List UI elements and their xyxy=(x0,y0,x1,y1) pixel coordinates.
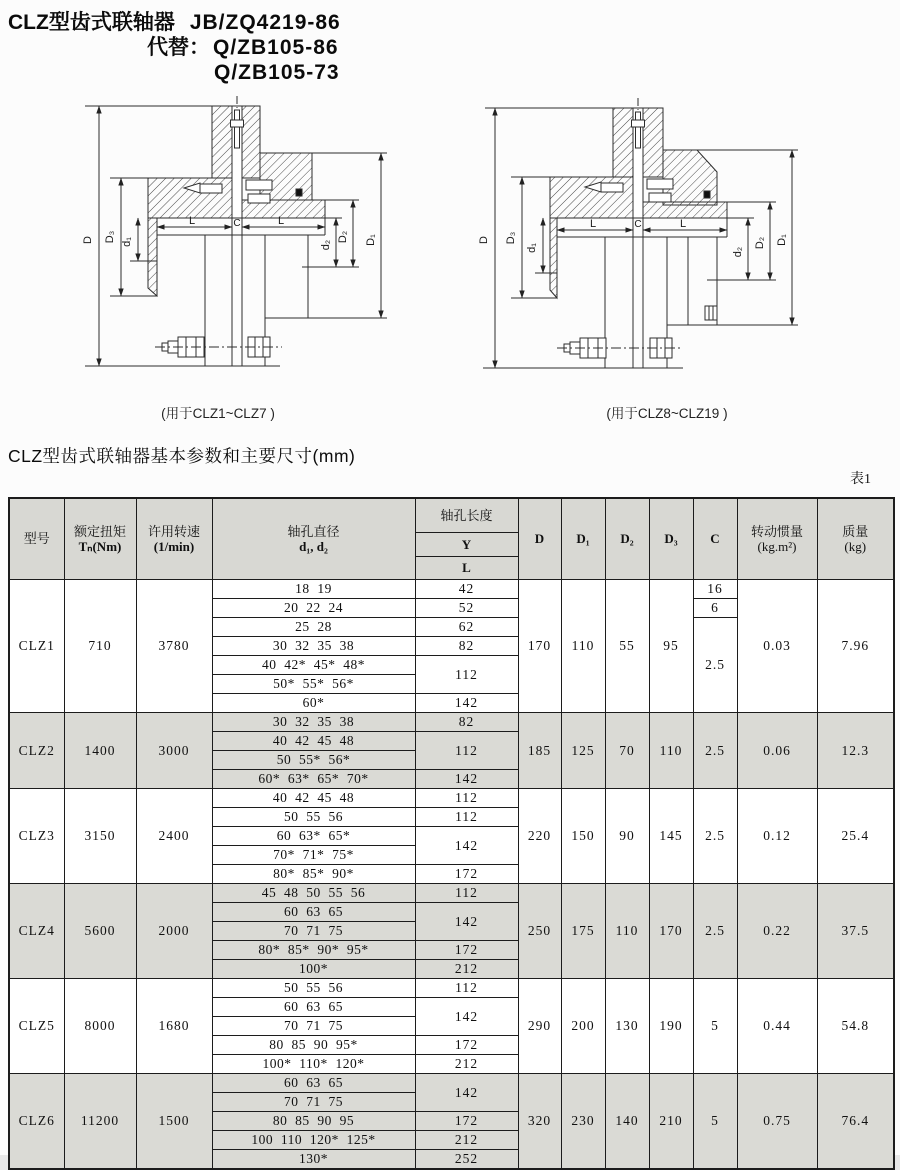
cell-D1: 150 xyxy=(561,788,605,883)
header-D: D xyxy=(518,498,561,579)
title-block xyxy=(8,10,341,85)
cell-D2: 130 xyxy=(605,978,649,1073)
cell-D3: 170 xyxy=(649,883,693,978)
cell-C: 2.5 xyxy=(693,883,737,978)
dim-label-L-left: L xyxy=(589,218,597,230)
cell-bore-length: 172 xyxy=(415,864,518,883)
cell-bore-diameters: 80 85 90 95 xyxy=(212,1111,415,1130)
cell-torque: 11200 xyxy=(64,1073,136,1169)
cell-bore-length: 62 xyxy=(415,617,518,636)
cell-D3: 95 xyxy=(649,579,693,712)
cell-torque: 3150 xyxy=(64,788,136,883)
cell-D: 170 xyxy=(518,579,561,712)
cell-D1: 125 xyxy=(561,712,605,788)
cell-D1: 175 xyxy=(561,883,605,978)
cell-D: 290 xyxy=(518,978,561,1073)
cell-bore-diameters: 30 32 35 38 xyxy=(212,712,415,731)
cell-model: CLZ5 xyxy=(9,978,64,1073)
header-D3: D₃ xyxy=(649,498,693,579)
dim-label-d2: d₂ xyxy=(732,246,744,258)
cell-torque: 5600 xyxy=(64,883,136,978)
table-row xyxy=(9,579,894,598)
cell-model: CLZ1 xyxy=(9,579,64,712)
cell-bore-length: 112 xyxy=(415,978,518,997)
header-bore-length-L: L xyxy=(415,556,518,579)
table-row xyxy=(9,1073,894,1092)
cell-bore-diameters: 20 22 24 xyxy=(212,598,415,617)
cell-bore-diameters: 80* 85* 90* 95* xyxy=(212,940,415,959)
header-torque xyxy=(64,498,136,579)
cell-C: 16 xyxy=(693,579,737,598)
header-inertia xyxy=(737,498,817,579)
cell-bore-length: 42 xyxy=(415,579,518,598)
table-row xyxy=(9,883,894,902)
header-inertia-unit: (kg.m²) xyxy=(757,538,797,554)
cell-inertia: 0.22 xyxy=(737,883,817,978)
cell-speed: 3000 xyxy=(136,712,212,788)
cell-bore-length: 82 xyxy=(415,636,518,655)
cell-C: 5 xyxy=(693,978,737,1073)
page-title: CLZ型齿式联轴器 xyxy=(8,11,175,34)
cell-model: CLZ3 xyxy=(9,788,64,883)
replaced-standard-1: Q/ZB105-86 xyxy=(213,36,339,59)
cell-C: 5 xyxy=(693,1073,737,1169)
cell-D: 320 xyxy=(518,1073,561,1169)
cell-mass: 54.8 xyxy=(817,978,894,1073)
header-torque-unit: Tₙ(Nm) xyxy=(78,538,122,554)
cell-D3: 110 xyxy=(649,712,693,788)
dimension-labels xyxy=(82,215,377,250)
cell-bore-diameters: 60 63 65 xyxy=(212,902,415,921)
cell-D: 250 xyxy=(518,883,561,978)
cell-bore-diameters: 45 48 50 55 56 xyxy=(212,883,415,902)
cell-bore-diameters: 18 19 xyxy=(212,579,415,598)
cell-bore-length: 142 xyxy=(415,902,518,940)
cell-bore-length: 52 xyxy=(415,598,518,617)
cell-bore-length: 172 xyxy=(415,1111,518,1130)
cell-inertia: 0.12 xyxy=(737,788,817,883)
cell-inertia: 0.75 xyxy=(737,1073,817,1169)
table-header xyxy=(9,498,894,579)
table-row xyxy=(9,978,894,997)
cell-D2: 90 xyxy=(605,788,649,883)
dim-label-D2: D₂ xyxy=(337,230,349,244)
cell-D2: 110 xyxy=(605,883,649,978)
cell-inertia: 0.06 xyxy=(737,712,817,788)
cell-torque: 1400 xyxy=(64,712,136,788)
cell-torque: 8000 xyxy=(64,978,136,1073)
table-row xyxy=(9,712,894,731)
header-mass-unit: (kg) xyxy=(844,538,867,554)
cell-bore-diameters: 50 55* 56* xyxy=(212,750,415,769)
header-speed xyxy=(136,498,212,579)
cell-D3: 210 xyxy=(649,1073,693,1169)
cell-speed: 3780 xyxy=(136,579,212,712)
cell-bore-diameters: 70 71 75 xyxy=(212,921,415,940)
cell-D1: 200 xyxy=(561,978,605,1073)
cell-D1: 230 xyxy=(561,1073,605,1169)
cell-C: 6 xyxy=(693,598,737,617)
cell-bore-diameters: 100* xyxy=(212,959,415,978)
cell-D: 220 xyxy=(518,788,561,883)
cell-mass: 12.3 xyxy=(817,712,894,788)
cell-speed: 1680 xyxy=(136,978,212,1073)
header-bore-length: 轴孔长度 xyxy=(415,498,518,532)
cell-bore-length: 112 xyxy=(415,788,518,807)
cell-bore-diameters: 70 71 75 xyxy=(212,1092,415,1111)
cell-mass: 37.5 xyxy=(817,883,894,978)
header-torque-zh: 额定扭矩 xyxy=(73,523,126,539)
dim-label-D1: D₁ xyxy=(776,234,788,246)
dim-label-d1: d₁ xyxy=(526,243,538,253)
cell-D3: 145 xyxy=(649,788,693,883)
header-mass-zh: 质量 xyxy=(842,523,869,539)
cell-bore-diameters: 100 110 120* 125* xyxy=(212,1130,415,1149)
header-D2: D₂ xyxy=(605,498,649,579)
cell-bore-length: 142 xyxy=(415,693,518,712)
cell-bore-length: 142 xyxy=(415,826,518,864)
table-tag: 表1 xyxy=(850,472,871,487)
cell-torque: 710 xyxy=(64,579,136,712)
cell-mass: 25.4 xyxy=(817,788,894,883)
cell-bore-length: 172 xyxy=(415,940,518,959)
cell-C: 2.5 xyxy=(693,788,737,883)
cell-bore-length: 112 xyxy=(415,883,518,902)
cell-bore-diameters: 50 55 56 xyxy=(212,807,415,826)
cell-inertia: 0.03 xyxy=(737,579,817,712)
section-title: CLZ型齿式联轴器基本参数和主要尺寸(mm) xyxy=(8,446,356,466)
cell-bore-diameters: 80 85 90 95* xyxy=(212,1035,415,1054)
cell-D2: 70 xyxy=(605,712,649,788)
cell-bore-diameters: 70* 71* 75* xyxy=(212,845,415,864)
table-row xyxy=(9,788,894,807)
cell-speed: 2000 xyxy=(136,883,212,978)
cell-bore-length: 112 xyxy=(415,655,518,693)
header-mass xyxy=(817,498,894,579)
cell-bore-diameters: 60 63 65 xyxy=(212,1073,415,1092)
header-bore-diameter xyxy=(212,498,415,579)
replaces-label: 代替： xyxy=(147,36,210,59)
dim-label-D1: D₁ xyxy=(365,234,377,246)
table-body xyxy=(9,579,894,1169)
cell-bore-diameters: 50 55 56 xyxy=(212,978,415,997)
cell-D3: 190 xyxy=(649,978,693,1073)
cell-speed: 1500 xyxy=(136,1073,212,1169)
header-bore-diameter-sym: d₁, d₂ xyxy=(299,538,328,554)
standard-code: JB/ZQ4219-86 xyxy=(189,11,341,34)
cell-D2: 140 xyxy=(605,1073,649,1169)
dim-label-C: C xyxy=(233,218,241,229)
outline-lines xyxy=(483,98,727,368)
cell-bore-length: 142 xyxy=(415,769,518,788)
cell-C: 2.5 xyxy=(693,712,737,788)
cell-bore-diameters: 100* 110* 120* xyxy=(212,1054,415,1073)
header-D1: D₁ xyxy=(561,498,605,579)
dim-label-d2: d₂ xyxy=(320,239,332,251)
header-inertia-zh: 转动惯量 xyxy=(750,523,803,539)
caption-right: (用于CLZ8~CLZ19 ) xyxy=(606,406,728,421)
cell-speed: 2400 xyxy=(136,788,212,883)
cell-D1: 110 xyxy=(561,579,605,712)
dim-label-C: C xyxy=(634,219,642,230)
cell-bore-length: 112 xyxy=(415,731,518,769)
dim-label-D3: D₃ xyxy=(505,231,517,245)
flange-bolt xyxy=(705,306,717,320)
header-speed-zh: 许用转速 xyxy=(147,523,200,539)
parameters-table xyxy=(8,497,895,1170)
cell-bore-diameters: 40 42* 45* 48* xyxy=(212,655,415,674)
cell-bore-length: 82 xyxy=(415,712,518,731)
dim-label-D: D xyxy=(82,236,94,244)
caption-left: (用于CLZ1~CLZ7 ) xyxy=(161,406,275,421)
cell-D2: 55 xyxy=(605,579,649,712)
cell-bore-diameters: 50* 55* 56* xyxy=(212,674,415,693)
dim-label-L-left: L xyxy=(188,215,196,227)
cell-bore-diameters: 80* 85* 90* xyxy=(212,864,415,883)
cell-bore-diameters: 60* 63* 65* 70* xyxy=(212,769,415,788)
cell-bore-diameters: 30 32 35 38 xyxy=(212,636,415,655)
header-model: 型号 xyxy=(9,498,64,579)
cell-bore-length: 212 xyxy=(415,1054,518,1073)
cell-bore-diameters: 70 71 75 xyxy=(212,1016,415,1035)
cell-bore-length: 142 xyxy=(415,1073,518,1111)
dim-label-D3: D₃ xyxy=(104,230,116,244)
cell-bore-length: 212 xyxy=(415,959,518,978)
cell-mass: 7.96 xyxy=(817,579,894,712)
cell-bore-diameters: 25 28 xyxy=(212,617,415,636)
cell-bore-diameters: 60 63 65 xyxy=(212,997,415,1016)
coupling-drawing-clz8-clz19 xyxy=(455,90,835,395)
cell-bore-diameters: 60 63* 65* xyxy=(212,826,415,845)
header-bore-diameter-zh: 轴孔直径 xyxy=(287,523,340,539)
coupling-drawing-clz1-clz7 xyxy=(50,90,410,395)
header-bore-length-Y: Y xyxy=(415,532,518,556)
cell-bore-diameters: 130* xyxy=(212,1149,415,1169)
cell-mass: 76.4 xyxy=(817,1073,894,1169)
dim-label-D2: D₂ xyxy=(754,236,766,250)
dim-label-D: D xyxy=(478,236,490,244)
dim-label-d1: d₁ xyxy=(121,237,133,247)
cell-bore-length: 142 xyxy=(415,997,518,1035)
cell-inertia: 0.44 xyxy=(737,978,817,1073)
cell-bore-diameters: 60* xyxy=(212,693,415,712)
cell-bore-length: 212 xyxy=(415,1130,518,1149)
cell-bore-diameters: 40 42 45 48 xyxy=(212,731,415,750)
replaced-standard-2: Q/ZB105-73 xyxy=(214,61,340,84)
cell-bore-diameters: 40 42 45 48 xyxy=(212,788,415,807)
cell-bore-length: 172 xyxy=(415,1035,518,1054)
dim-label-L-right: L xyxy=(277,215,285,227)
cell-bore-length: 252 xyxy=(415,1149,518,1169)
cell-model: CLZ4 xyxy=(9,883,64,978)
cell-bore-length: 112 xyxy=(415,807,518,826)
cell-model: CLZ6 xyxy=(9,1073,64,1169)
cell-C: 2.5 xyxy=(693,617,737,712)
header-C: C xyxy=(693,498,737,579)
dim-label-L-right: L xyxy=(679,218,687,230)
header-speed-unit: (1/min) xyxy=(153,538,195,554)
cell-model: CLZ2 xyxy=(9,712,64,788)
cell-D: 185 xyxy=(518,712,561,788)
